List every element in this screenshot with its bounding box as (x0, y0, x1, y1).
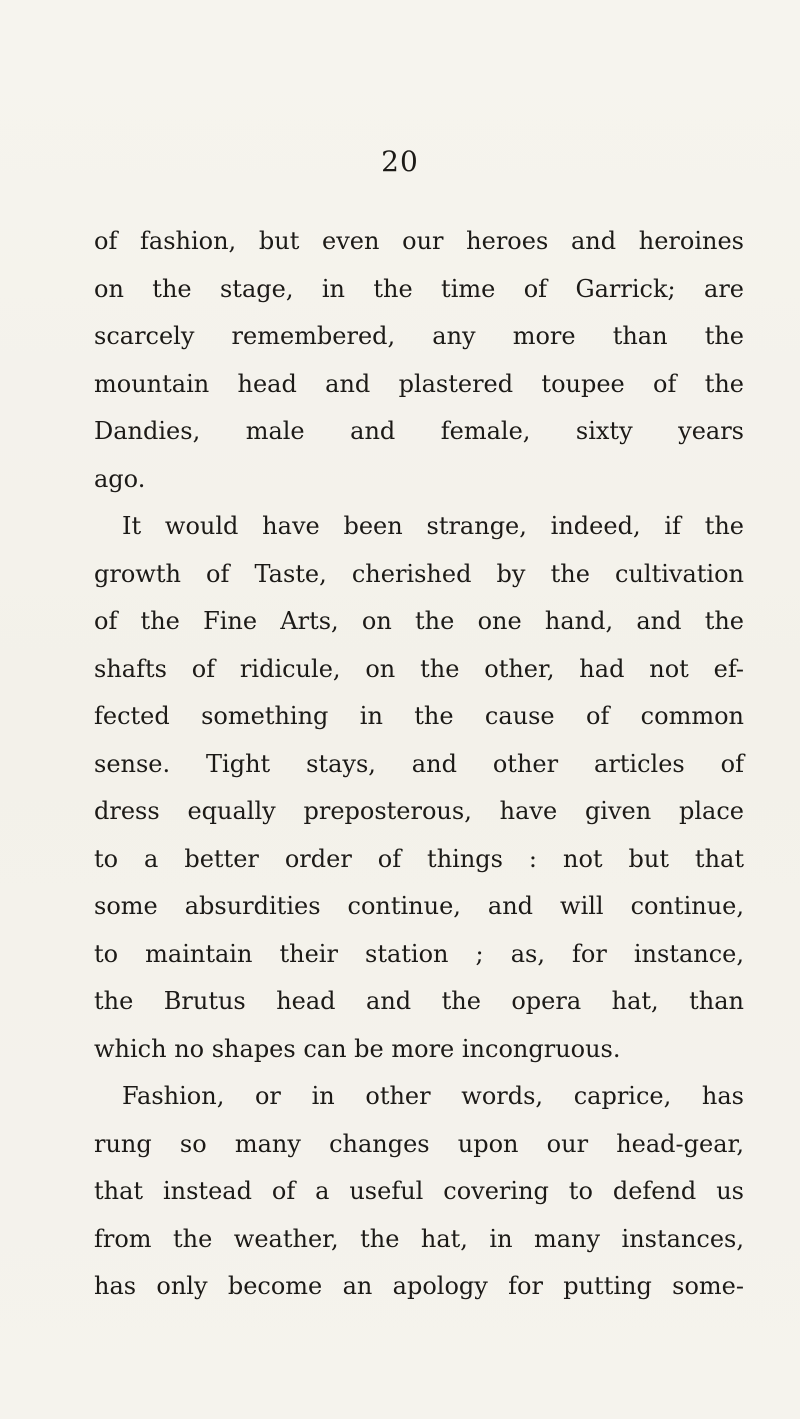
text-line: It would have been strange, indeed, if the (122, 512, 744, 540)
text-line: that instead of a useful covering to defend us (94, 1177, 744, 1205)
text-line: Dandies, male and female, sixty years (94, 417, 744, 445)
text-line: sense. Tight stays, and other articles of (94, 749, 744, 778)
text-line: on the stage, in the time of Garrick; are (94, 274, 744, 303)
text-line: dress equally preposterous, have given place (94, 797, 744, 825)
text-line: has only become an apology for putting some- (94, 1272, 744, 1300)
text-line: from the weather, the hat, in many instances, (94, 1224, 744, 1253)
text-line: some absurdities continue, and will continue, (94, 892, 744, 920)
text-line: of fashion, but even our heroes and heroines (94, 227, 744, 255)
text-line: mountain head and plastered toupee of the (94, 369, 744, 398)
text-line: which no shapes can be more incongruous. (94, 1034, 621, 1063)
text-line: shafts of ridicule, on the other, had not ef- (94, 654, 744, 683)
text-line: scarcely remembered, any more than the (94, 322, 744, 350)
text-line: of the Fine Arts, on the one hand, and the (94, 607, 744, 635)
text-line: rung so many changes upon our head-gear, (94, 1129, 744, 1158)
text-line: fected something in the cause of common (94, 702, 744, 730)
text-line: ago. (94, 464, 146, 493)
text-line: to a better order of things : not but that (94, 844, 744, 873)
text-line: growth of Taste, cherished by the cultivation (94, 559, 744, 588)
text-line: the Brutus head and the opera hat, than (94, 987, 744, 1015)
body-text (94, 218, 744, 1311)
page-number: 20 (381, 145, 419, 178)
text-line: Fashion, or in other words, caprice, has (122, 1082, 744, 1110)
text-line: to maintain their station ; as, for instance, (94, 939, 744, 968)
